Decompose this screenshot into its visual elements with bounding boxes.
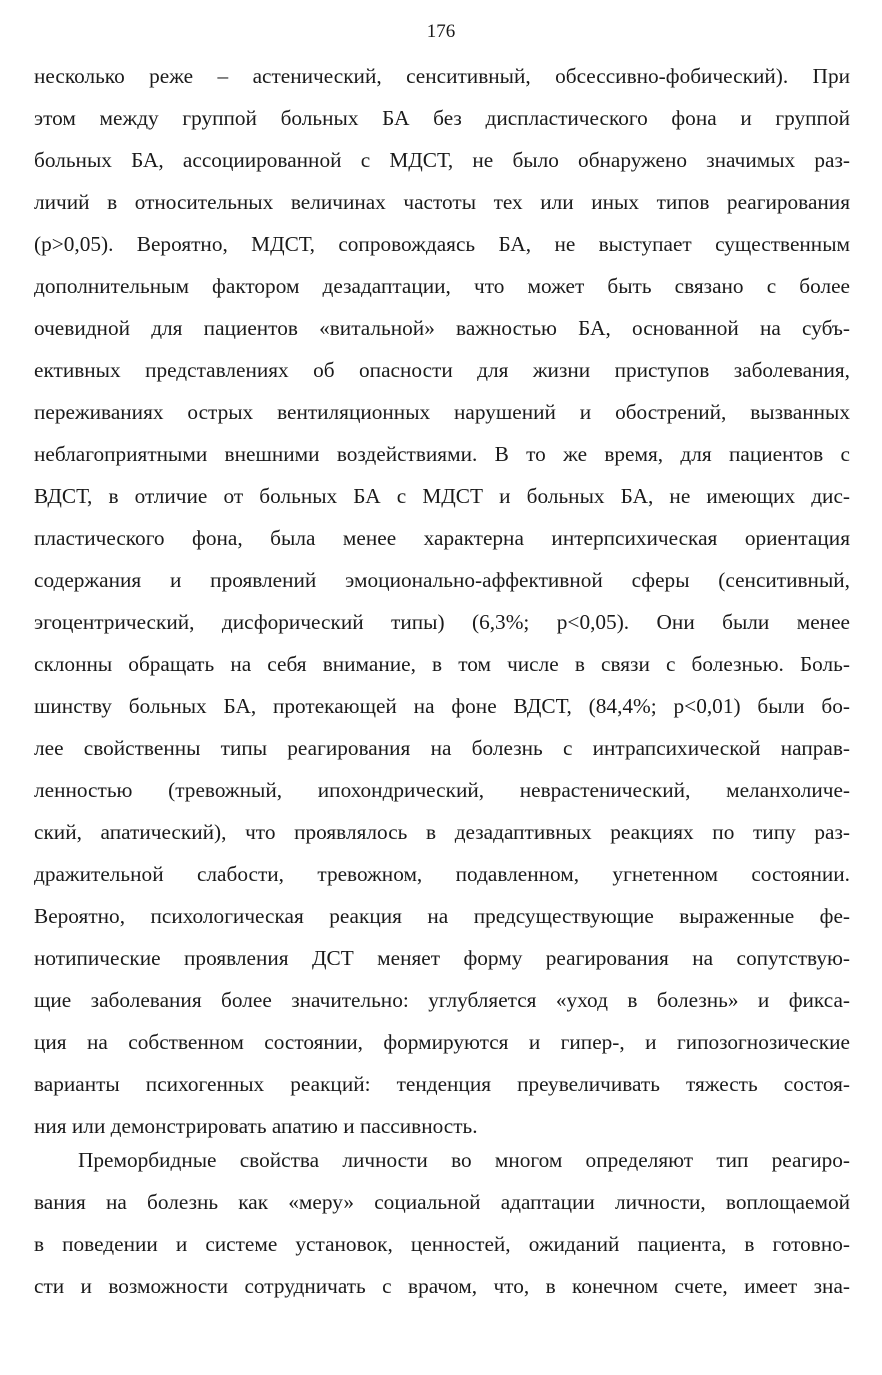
- text-line: ция на собственном состоянии, формируются и гипер-, и гипозогнозические: [34, 1030, 850, 1054]
- text-line: лее свойственны типы реагирования на болезнь с интрапсихической направ-: [34, 736, 850, 760]
- text-line: ния или демонстрировать апатию и пассивность.: [34, 1114, 478, 1138]
- text-line: ВДСТ, в отличие от больных БА с МДСТ и больных БА, не имеющих дис-: [34, 484, 850, 508]
- text-line: очевидной для пациентов «витальной» важностью БА, основанной на субъ-: [34, 316, 850, 340]
- paragraph-1: [34, 58, 850, 1150]
- text-line: Преморбидные свойства личности во многом определяют тип реагиро-: [78, 1148, 850, 1172]
- text-line: ективных представлениях об опасности для жизни приступов заболевания,: [34, 358, 850, 382]
- text-line: переживаниях острых вентиляционных нарушений и обострений, вызванных: [34, 400, 850, 424]
- text-line: личий в относительных величинах частоты тех или иных типов реагирования: [34, 190, 850, 214]
- text-line: склонны обращать на себя внимание, в том числе в связи с болезнью. Боль-: [34, 652, 850, 676]
- text-line: варианты психогенных реакций: тенденция преувеличивать тяжесть состоя-: [34, 1072, 850, 1096]
- text-line: пластического фона, была менее характерна интерпсихическая ориентация: [34, 526, 850, 550]
- text-line: щие заболевания более значительно: углубляется «уход в болезнь» и фикса-: [34, 988, 850, 1012]
- text-line: дополнительным фактором дезадаптации, что может быть связано с более: [34, 274, 850, 298]
- text-line: эгоцентрический, дисфорический типы) (6,3%; р<0,05). Они были менее: [34, 610, 850, 634]
- paragraph-2: [34, 1142, 850, 1310]
- text-line: несколько реже – астенический, сенситивный, обсессивно-фобический). При: [34, 64, 850, 88]
- text-line: ский, апатический), что проявлялось в дезадаптивных реакциях по типу раз-: [34, 820, 850, 844]
- text-line: содержания и проявлений эмоционально-аффективной сферы (сенситивный,: [34, 568, 850, 592]
- text-line: (р>0,05). Вероятно, МДСТ, сопровождаясь БА, не выступает существенным: [34, 232, 850, 256]
- text-line: этом между группой больных БА без диспластического фона и группой: [34, 106, 850, 130]
- page-number: 176: [426, 21, 456, 42]
- text-line: дражительной слабости, тревожном, подавленном, угнетенном состоянии.: [34, 862, 850, 886]
- text-line: неблагоприятными внешними воздействиями. В то же время, для пациентов с: [34, 442, 850, 466]
- text-line: Вероятно, психологическая реакция на предсуществующие выраженные фе-: [34, 904, 850, 928]
- text-line: в поведении и системе установок, ценностей, ожиданий пациента, в готовно-: [34, 1232, 850, 1256]
- text-line: ленностью (тревожный, ипохондрический, неврастенический, меланхоличе-: [34, 778, 850, 802]
- text-line: нотипические проявления ДСТ меняет форму реагирования на сопутствую-: [34, 946, 850, 970]
- text-line: шинству больных БА, протекающей на фоне ВДСТ, (84,4%; р<0,01) были бо-: [34, 694, 850, 718]
- text-line: вания на болезнь как «меру» социальной адаптации личности, воплощаемой: [34, 1190, 850, 1214]
- text-line: сти и возможности сотрудничать с врачом, что, в конечном счете, имеет зна-: [34, 1274, 850, 1298]
- text-line: больных БА, ассоциированной с МДСТ, не было обнаружено значимых раз-: [34, 148, 850, 172]
